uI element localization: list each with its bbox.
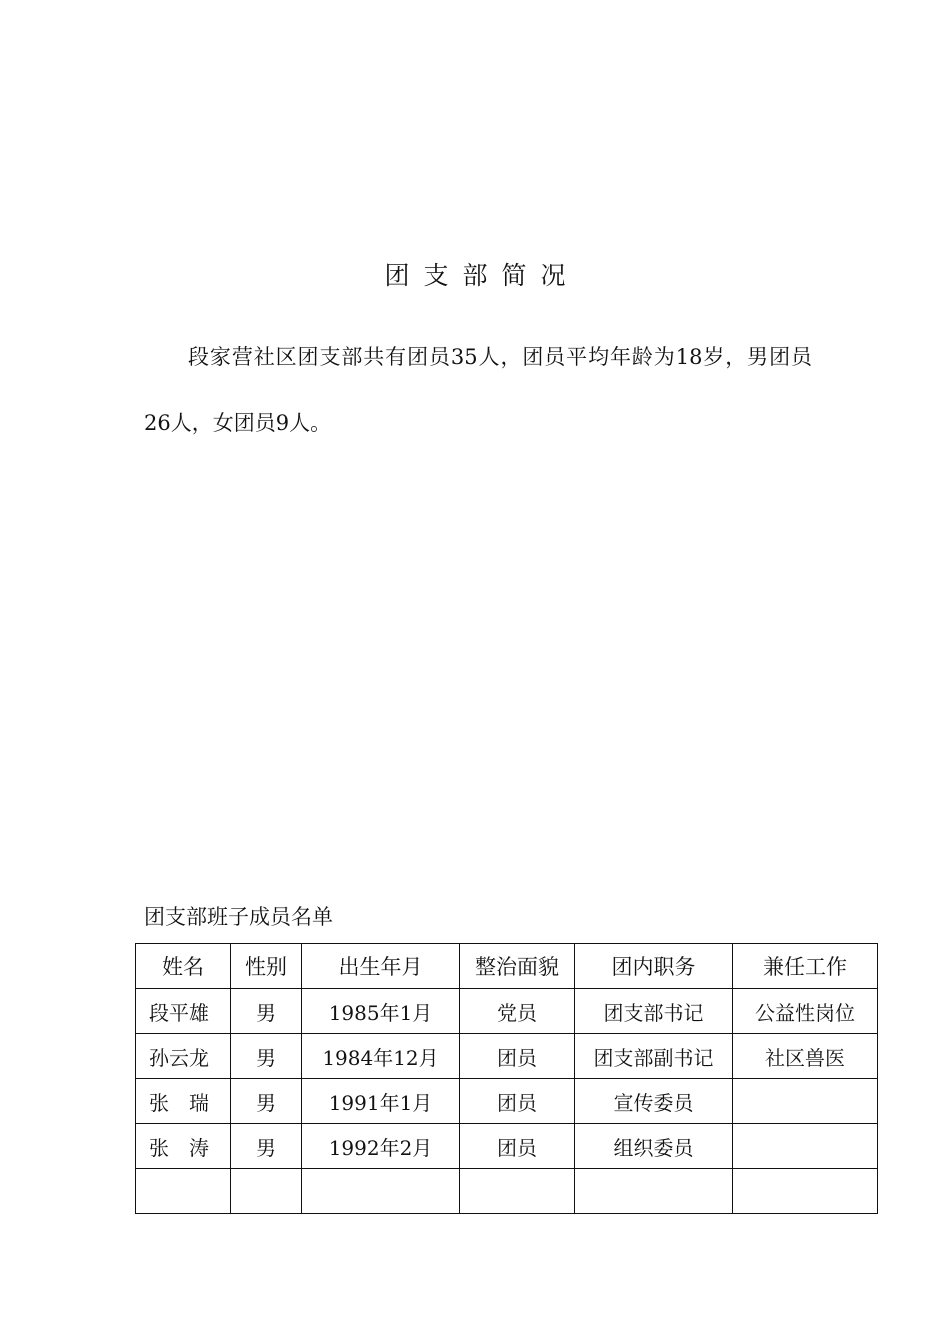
cell-gender: 男 [231, 1124, 302, 1169]
cell-political-status: 党员 [460, 989, 575, 1034]
cell-league-position: 团支部副书记 [575, 1034, 733, 1079]
header-gender: 性别 [231, 944, 302, 989]
cell-name [136, 1169, 231, 1214]
table-row-empty [136, 1169, 878, 1214]
header-league-position: 团内职务 [575, 944, 733, 989]
cell-league-position: 团支部书记 [575, 989, 733, 1034]
cell-birth: 1985年1月 [302, 989, 460, 1034]
cell-league-position [575, 1169, 733, 1214]
cell-name: 张 涛 [136, 1124, 231, 1169]
cell-gender: 男 [231, 1034, 302, 1079]
roster-table [135, 943, 878, 1214]
cell-concurrent-job [733, 1079, 878, 1124]
cell-name: 孙云龙 [136, 1034, 231, 1079]
cell-birth: 1992年2月 [302, 1124, 460, 1169]
table-row [136, 1124, 878, 1169]
table-caption: 团支部班子成员名单 [144, 905, 333, 929]
table-row [136, 989, 878, 1034]
cell-birth [302, 1169, 460, 1214]
header-birth: 出生年月 [302, 944, 460, 989]
cell-league-position: 宣传委员 [575, 1079, 733, 1124]
cell-political-status: 团员 [460, 1034, 575, 1079]
table-row [136, 1034, 878, 1079]
page-title: 团支部简况 [384, 261, 580, 290]
cell-concurrent-job: 社区兽医 [733, 1034, 878, 1079]
cell-name: 段平雄 [136, 989, 231, 1034]
cell-gender: 男 [231, 989, 302, 1034]
cell-name: 张 瑞 [136, 1079, 231, 1124]
header-political-status: 整治面貌 [460, 944, 575, 989]
table-header-row [136, 944, 878, 989]
header-concurrent-job: 兼任工作 [733, 944, 878, 989]
intro-paragraph: 段家营社区团支部共有团员35人，团员平均年龄为18岁，男团员26人，女团员9人。 [144, 345, 812, 435]
cell-concurrent-job [733, 1169, 878, 1214]
table-row [136, 1079, 878, 1124]
cell-political-status [460, 1169, 575, 1214]
cell-league-position: 组织委员 [575, 1124, 733, 1169]
cell-gender: 男 [231, 1079, 302, 1124]
cell-political-status: 团员 [460, 1079, 575, 1124]
cell-political-status: 团员 [460, 1124, 575, 1169]
cell-concurrent-job: 公益性岗位 [733, 989, 878, 1034]
cell-gender [231, 1169, 302, 1214]
cell-birth: 1991年1月 [302, 1079, 460, 1124]
cell-concurrent-job [733, 1124, 878, 1169]
cell-birth: 1984年12月 [302, 1034, 460, 1079]
header-name: 姓名 [136, 944, 231, 989]
